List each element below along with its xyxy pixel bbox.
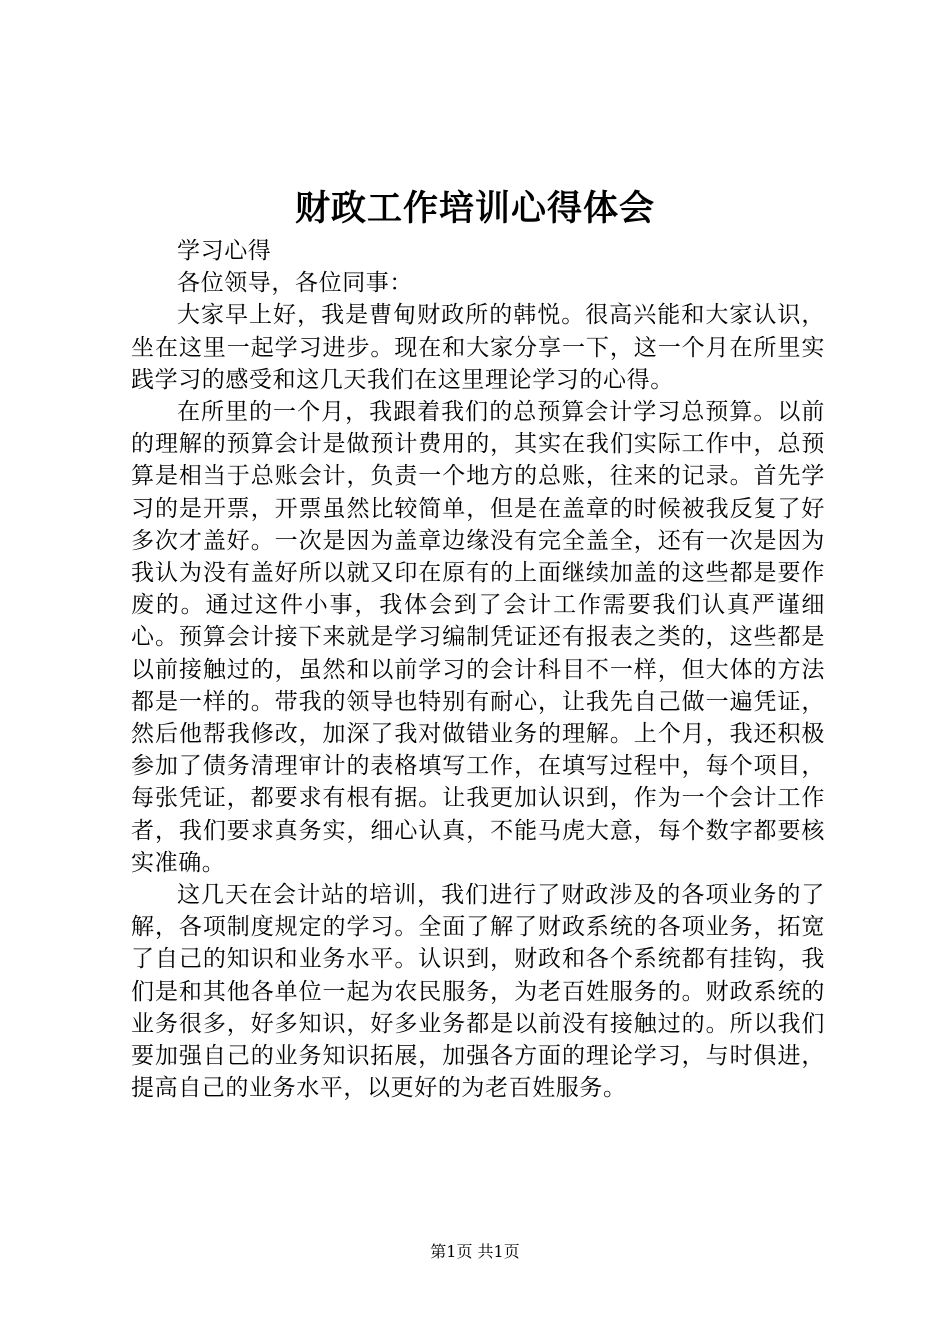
paragraph-training: 这几天在会计站的培训，我们进行了财政涉及的各项业务的了解，各项制度规定的学习。全面了解了财政系统的各项业务，拓宽了自己的知识和业务水平。认识到，财政和各个系统都有挂钩，我们是和其他各单位一起为农民服务，为老百姓服务的。财政系统的业务很多，好多知识，好多业务都是以前没有接触过的。所以我们要加强自己的业务知识拓展，加强各方面的理论学习，与时俱进，提高自己的业务水平，以更好的为老百姓服务。 (131, 882, 825, 1102)
paragraph-intro: 大家早上好，我是曹甸财政所的韩悦。很高兴能和大家认识，坐在这里一起学习进步。现在和大家分享一下，这一个月在所里实践学习的感受和这几天我们在这里理论学习的心得。 (131, 302, 825, 393)
paragraph-salutation: 各位领导，各位同事： (177, 270, 413, 297)
document-title: 财政工作培训心得体会 (294, 188, 655, 229)
paragraph-practice: 在所里的一个月，我跟着我们的总预算会计学习总预算。以前的理解的预算会计是做预计费用的，其实在我们实际工作中，总预算是相当于总账会计，负责一个地方的总账，往来的记录。首先学习的是开票，开票虽然比较简单，但是在盖章的时候被我反复了好多次才盖好。一次是因为盖章边缘没有完全盖全，还有一次是因为我认为没有盖好所以就又印在原有的上面继续加盖的这些都是要作废的。通过这件小事，我体会到了会计工作需要我们认真严谨细心。预算会计接下来就是学习编制凭证还有报表之类的，这些都是以前接触过的，虽然和以前学习的会计科目不一样，但大体的方法都是一样的。带我的领导也特别有耐心，让我先自己做一遍凭证，然后他帮我修改，加深了我对做错业务的理解。上个月，我还积极参加了债务清理审计的表格填写工作，在填写过程中，每个项目，每张凭证，都要求有根有据。让我更加认识到，作为一个会计工作者，我们要求真务实，细心认真，不能马虎大意，每个数字都要核实准确。 (131, 399, 825, 876)
document-body (131, 235, 825, 1104)
paragraph-heading: 学习心得 (177, 238, 272, 264)
page-footer: 第1页 共1页 (430, 1242, 520, 1261)
